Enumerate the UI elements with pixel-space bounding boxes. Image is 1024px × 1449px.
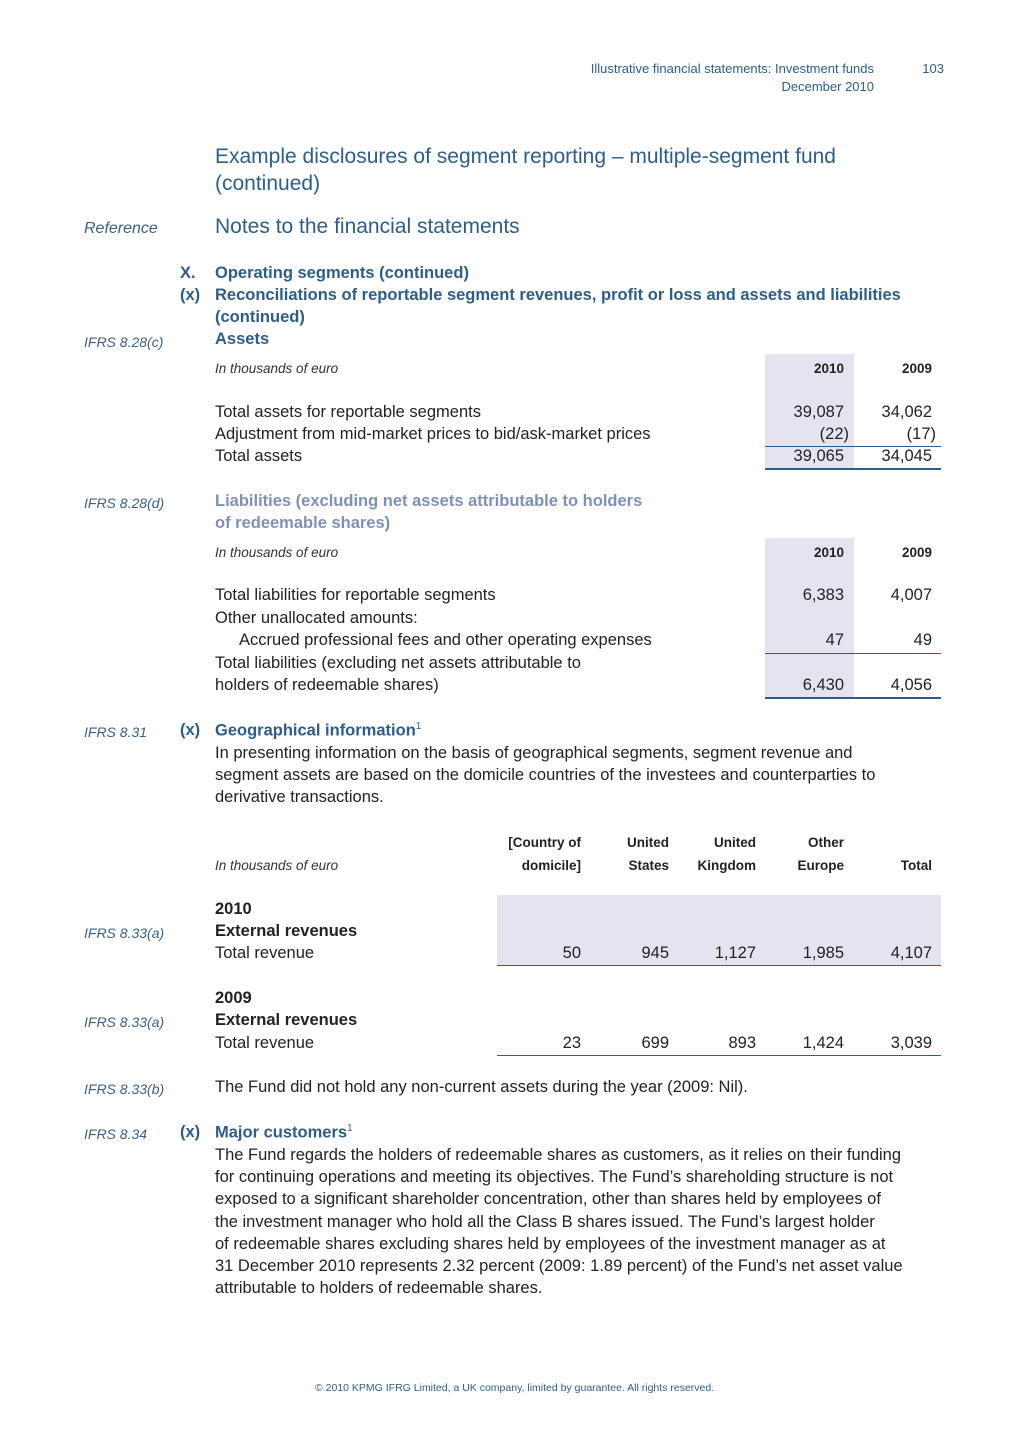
geo-2009-reference: IFRS 8.33(a)	[84, 1014, 165, 1030]
geo-paragraph	[215, 742, 875, 809]
section-number: X.	[180, 264, 196, 282]
customers-para-line: of redeemable shares excluding shares held by employees of the investment manager as at	[215, 1234, 886, 1253]
liabilities-row3-label: Accrued professional fees and other operating expenses	[239, 631, 652, 649]
assets-row2-label: Adjustment from mid-market prices to bid/ask-market prices	[215, 425, 651, 443]
geo-footnote-marker: 1	[415, 721, 422, 732]
liabilities-col-2010: 2010	[813, 545, 844, 560]
geo-col1-line2: domicile]	[521, 858, 581, 873]
liabilities-row1-2010: 6,383	[802, 586, 844, 604]
subsection-number: (x)	[180, 286, 201, 304]
liabilities-total-2010: 6,430	[802, 676, 844, 694]
page-title-line1: Example disclosures of segment reporting – multiple-segment fund	[215, 145, 836, 168]
customers-para-line: The Fund regards the holders of redeemable shares as customers, as it relies on their funding	[215, 1146, 902, 1164]
geo-col4-line2: Europe	[797, 858, 844, 873]
geo-2009-total: 3,039	[890, 1034, 932, 1052]
geo-para-line: segment assets are based on the domicile countries of the investees and counterparties to	[215, 766, 876, 785]
geo-2009-row-label: Total revenue	[215, 1034, 315, 1052]
assets-total-2010: 39,065	[793, 447, 844, 465]
customers-para-line: the investment manager who hold all the Class B shares issued. The Fund’s largest holder	[215, 1212, 875, 1231]
assets-row2-2009: (17)	[906, 425, 936, 443]
subsection-title-line1: Reconciliations of reportable segment revenues, profit or loss and assets and liabilities	[215, 286, 901, 304]
geo-col3-line1: United	[714, 835, 756, 850]
liabilities-total-2009: 4,056	[890, 676, 932, 694]
liabilities-heading-line1: Liabilities (excluding net assets attributable to holders	[215, 492, 643, 510]
page-number: 103	[922, 61, 944, 76]
geo-col5-line2: Total	[900, 858, 932, 873]
customers-number: (x)	[180, 1123, 201, 1141]
customers-para-line: 31 December 2010 represents 2.32 percent (2009: 1.89 percent) of the Fund’s net asset value	[215, 1257, 903, 1276]
assets-reference: IFRS 8.28(c)	[84, 334, 164, 350]
liabilities-subtotal-rule	[765, 653, 941, 654]
geo-heading-text: Geographical information	[215, 721, 416, 740]
geo-2009-subheading: External revenues	[215, 1011, 358, 1029]
geo-col3-line2: Kingdom	[697, 858, 756, 873]
customers-heading-text: Major customers	[215, 1123, 348, 1142]
assets-row2-2010: (22)	[819, 425, 849, 443]
liabilities-row4-line1: Total liabilities (excluding net assets attributable to	[215, 654, 581, 672]
geo-col2-line1: United	[627, 835, 669, 850]
geo-col1-line1: [Country of	[508, 835, 581, 850]
liabilities-unit-label: In thousands of euro	[215, 545, 339, 560]
customers-reference: IFRS 8.34	[84, 1126, 148, 1142]
geo-2009-domicile: 23	[562, 1034, 581, 1052]
liabilities-col-2009: 2009	[901, 545, 932, 560]
liabilities-reference: IFRS 8.28(d)	[84, 495, 165, 511]
geo-reference: IFRS 8.31	[84, 724, 148, 740]
customers-footnote-marker: 1	[347, 1123, 353, 1134]
liabilities-row3-2010: 47	[825, 631, 844, 649]
running-header-date: December 2010	[781, 79, 874, 94]
geo-number: (x)	[180, 721, 201, 739]
geo-2010-us: 945	[641, 944, 669, 962]
geo-2009-uk: 893	[728, 1034, 756, 1052]
geo-2009-year: 2009	[215, 989, 252, 1007]
assets-total-rule	[765, 468, 941, 470]
geo-2010-subheading: External revenues	[215, 922, 358, 940]
customers-paragraph	[215, 1144, 903, 1299]
geo-2010-rule	[497, 965, 941, 966]
assets-total-2009: 34,045	[881, 447, 932, 465]
liabilities-row1-label: Total liabilities for reportable segments	[215, 586, 496, 604]
customers-para-line: for continuing operations and meeting its objectives. The Fund’s shareholding structure is not	[215, 1168, 894, 1187]
geo-2010-uk: 1,127	[714, 944, 756, 962]
assets-total-label: Total assets	[215, 447, 303, 465]
geo-2010-year: 2010	[215, 900, 252, 918]
section-title: Operating segments (continued)	[215, 264, 469, 282]
subsection-title-line2: (continued)	[215, 308, 305, 326]
geo-para-line: derivative transactions.	[215, 788, 384, 807]
geo-2009-us: 699	[641, 1034, 669, 1052]
assets-row1-2010: 39,087	[793, 403, 844, 421]
liabilities-heading-line2: of redeemable shares)	[215, 514, 391, 532]
customers-heading	[215, 1123, 353, 1143]
assets-row1-2009: 34,062	[881, 403, 932, 421]
customers-para-line: attributable to holders of redeemable shares.	[215, 1279, 543, 1298]
geo-2010-total: 4,107	[890, 944, 932, 962]
geo-col4-line1: Other	[807, 835, 844, 850]
copyright-footer: © 2010 KPMG IFRG Limited, a UK company, limited by guarantee. All rights reserved.	[315, 1382, 715, 1394]
geo-2009-europe: 1,424	[802, 1034, 844, 1052]
liabilities-total-label: holders of redeemable shares)	[215, 676, 439, 694]
assets-col-2010: 2010	[813, 361, 844, 376]
geo-para-line: In presenting information on the basis of geographical segments, segment revenue and	[215, 744, 853, 762]
geo-col2-line2: States	[628, 858, 669, 873]
liabilities-2010-shade	[765, 538, 854, 698]
reference-label: Reference	[84, 220, 158, 237]
geo-2010-reference: IFRS 8.33(a)	[84, 925, 165, 941]
liabilities-row2-label: Other unallocated amounts:	[215, 609, 418, 627]
geo-unit-label: In thousands of euro	[215, 858, 339, 873]
running-header-title: Illustrative financial statements: Investment funds	[590, 61, 874, 76]
geo-2010-europe: 1,985	[802, 944, 844, 962]
liabilities-total-rule	[765, 697, 941, 699]
geo-heading	[215, 721, 421, 741]
assets-col-2009: 2009	[901, 361, 932, 376]
geo-2010-row-label: Total revenue	[215, 944, 315, 962]
liabilities-row3-2009: 49	[913, 631, 932, 649]
page-title-line2: (continued)	[215, 172, 321, 195]
customers-para-line: exposed to a significant shareholder concentration, other than shares held by employees of	[215, 1190, 881, 1209]
geo-2009-rule	[497, 1055, 941, 1056]
noncurrent-text: The Fund did not hold any non-current assets during the year (2009: Nil).	[215, 1078, 748, 1096]
geo-2010-domicile: 50	[562, 944, 581, 962]
assets-heading: Assets	[215, 330, 270, 348]
notes-heading: Notes to the financial statements	[215, 215, 520, 238]
assets-row1-label: Total assets for reportable segments	[215, 403, 481, 421]
liabilities-row1-2009: 4,007	[890, 586, 932, 604]
assets-unit-label: In thousands of euro	[215, 361, 339, 376]
noncurrent-reference: IFRS 8.33(b)	[84, 1081, 165, 1097]
